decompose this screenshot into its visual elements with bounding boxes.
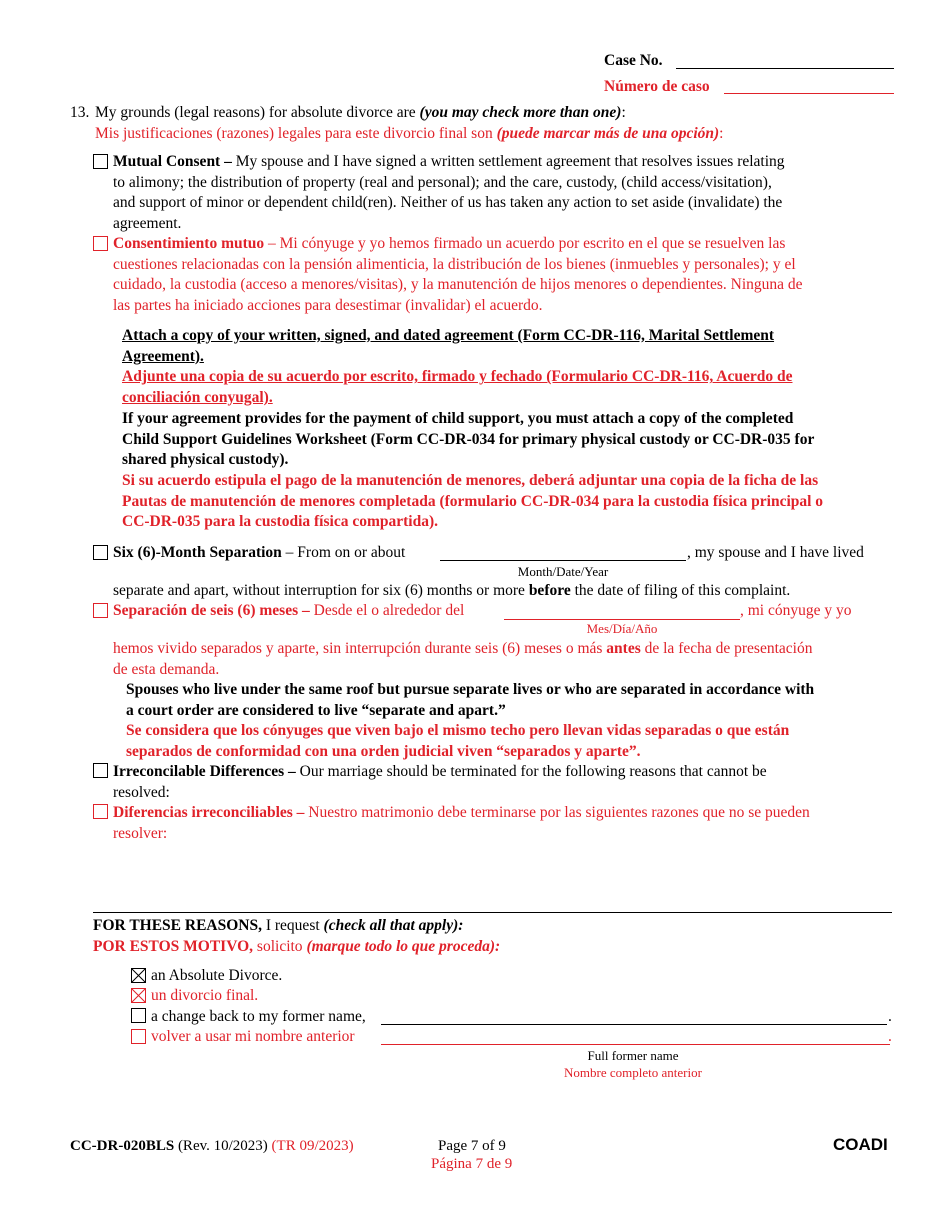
separation-cont1-es-a: hemos vivido separados y aparte, sin interrupción durante seis (6) meses o más	[113, 640, 607, 657]
mutual-consent-checkbox-es[interactable]	[93, 236, 108, 251]
mutual-consent-title: Mutual Consent –	[113, 153, 232, 170]
separation-title-line	[113, 544, 405, 562]
form-id	[70, 1138, 354, 1155]
separation-cont1-es-c: de la fecha de presentación	[640, 640, 813, 657]
separation-cont2-es: de esta demanda.	[113, 660, 220, 678]
case-no-label-es: Número de caso	[604, 78, 710, 95]
absolute-divorce-label: an Absolute Divorce.	[151, 967, 283, 984]
support-line1: If your agreement provides for the payment of child support, you must attach a copy of the completed	[122, 409, 794, 427]
mutual-consent-line2-es: cuestiones relacionadas con la pensión alimenticia, la distribución de los bienes (inmuebles y personales); y el	[113, 255, 796, 273]
mutual-consent-checkbox[interactable]	[93, 154, 108, 169]
mutual-consent-line4: agreement.	[113, 215, 182, 233]
irreconcilable-title-es: Diferencias irreconciliables –	[113, 804, 305, 821]
form-revision: (Rev. 10/2023)	[174, 1138, 268, 1154]
item-number: 13.	[70, 104, 90, 121]
separation-pre: – From on or about	[281, 544, 406, 561]
separation-date-field-es[interactable]	[504, 619, 740, 620]
separation-date-field[interactable]	[440, 560, 686, 561]
request-heading	[93, 917, 463, 935]
former-name-field-es[interactable]	[381, 1044, 890, 1045]
attach-line2: Agreement).	[122, 347, 204, 365]
request-heading-es-emph: (marque todo lo que proceda):	[306, 938, 501, 955]
mutual-consent-text-es	[113, 234, 803, 317]
grounds-intro-es-emph: (puede marcar más de una opción)	[496, 125, 720, 142]
separation-date-caption-es: Mes/Día/Año	[586, 621, 658, 636]
mutual-consent-title-es: Consentimiento mutuo	[113, 235, 265, 252]
request-heading-es	[93, 938, 500, 956]
coadi-label: COADI	[833, 1135, 888, 1154]
absolute-divorce-label-es: un divorcio final.	[151, 987, 259, 1004]
former-name-caption: Full former name	[587, 1048, 679, 1063]
separation-post-es: , mi cónyuge y yo	[740, 602, 852, 619]
separation-continuation-es	[113, 639, 812, 680]
case-no-field-es[interactable]	[724, 93, 894, 94]
irreconcilable-title: Irreconcilable Differences –	[113, 763, 296, 780]
mutual-consent-line2: to alimony; the distribution of property (real and personal); and the care, custody, (child access/visitation),	[113, 173, 772, 191]
grounds-intro-text: My grounds (legal reasons) for absolute divorce are	[95, 104, 420, 121]
separation-post: , my spouse and I have lived	[687, 544, 864, 561]
separation-checkbox[interactable]	[93, 545, 108, 560]
irreconcilable-line1-es: Nuestro matrimonio debe terminarse por las siguientes razones que no se pueden	[304, 804, 810, 821]
irreconcilable-checkbox-es[interactable]	[93, 804, 108, 819]
separation-cont-b: before	[528, 582, 571, 599]
separation-note-line1: Spouses who live under the same roof but pursue separate lives or who are separated in accordance with	[126, 681, 815, 698]
grounds-intro-es-text: Mis justificaciones (razones) legales para este divorcio final son	[95, 125, 497, 142]
case-no-field[interactable]	[676, 68, 894, 69]
request-heading-bold: FOR THESE REASONS,	[93, 917, 262, 934]
mutual-consent-text	[113, 152, 785, 235]
separation-title-es: Separación de seis (6) meses –	[113, 602, 310, 619]
request-heading-emph: (check all that apply):	[323, 917, 464, 934]
absolute-divorce-checkbox[interactable]	[131, 968, 146, 983]
irreconcilable-checkbox[interactable]	[93, 763, 108, 778]
separation-note-line1-es: Se considera que los cónyuges que viven bajo el mismo techo pero llevan vidas separadas o que están	[126, 722, 790, 740]
name-change-end: .	[888, 1008, 892, 1025]
support-line2-es: Pautas de manutención de menores completada (formulario CC-DR-034 para la custodia física principal o	[122, 492, 824, 510]
irreconcilable-line1: Our marriage should be terminated for the following reasons that cannot be	[295, 763, 767, 780]
grounds-intro-end: :	[621, 104, 626, 121]
request-heading-text: I request	[261, 917, 324, 934]
support-line1-es: Si su acuerdo estipula el pago de la manutención de menores, deberá adjuntar una copia de la ficha de las	[122, 471, 819, 489]
mutual-consent-line4-es: las partes ha iniciado acciones para desestimar (invalidar) el acuerdo.	[113, 297, 543, 315]
request-heading-es-text: solicito	[253, 938, 307, 955]
grounds-intro-es	[95, 125, 723, 143]
request-heading-es-bold: POR ESTOS MOTIVO,	[93, 938, 254, 955]
separation-note	[126, 680, 814, 763]
form-id-code: CC-DR-020BLS	[70, 1138, 175, 1154]
separation-title: Six (6)-Month Separation	[113, 544, 282, 561]
case-no-label: Case No.	[604, 52, 663, 69]
mutual-consent-line1-es: – Mi cónyuge y yo hemos firmado un acuerdo por escrito en el que se resuelven las	[264, 235, 786, 252]
support-line2: Child Support Guidelines Worksheet (Form CC-DR-034 for primary physical custody or CC-DR-035 for	[122, 430, 815, 448]
form-translation-revision: (TR 09/2023)	[267, 1138, 354, 1154]
irreconcilable-line2-es: resolver:	[113, 824, 168, 842]
mutual-consent-line3-es: cuidado, la custodia (acceso a menores/visitas), y la manutención de hijos menores o dependientes. Ninguna de	[113, 276, 803, 294]
former-name-caption-es: Nombre completo anterior	[564, 1065, 702, 1080]
separation-date-caption: Month/Date/Year	[517, 564, 609, 579]
grounds-intro-emph: (you may check more than one)	[419, 104, 622, 121]
separation-checkbox-es[interactable]	[93, 603, 108, 618]
irreconcilable-line2: resolved:	[113, 783, 170, 801]
former-name-field	[381, 1024, 887, 1025]
separation-cont-a: separate and apart, without interruption for six (6) months or more	[113, 582, 529, 599]
grounds-intro	[95, 104, 626, 122]
checkmark-x-icon	[132, 969, 145, 982]
mutual-consent-line3: and support of minor or dependent child(ren). Neither of us has taken any action to set aside (invalidate) the	[113, 194, 783, 212]
support-line3: shared physical custody).	[122, 451, 289, 469]
separation-pre-es: Desde el o alrededor del	[309, 602, 465, 619]
separation-note-line2: a court order are considered to live “separate and apart.”	[126, 701, 506, 719]
separation-note-line2-es: separados de conformidad con una orden judicial viven “separados y aparte”.	[126, 743, 641, 761]
page-number: Page 7 of 9	[438, 1138, 506, 1154]
name-change-end-es: .	[888, 1028, 892, 1045]
irreconcilable-text	[113, 762, 767, 803]
irreconcilable-text-es	[113, 803, 810, 844]
attach-line1-es: Adjunte una copia de su acuerdo por escrito, firmado y fechado (Formulario CC-DR-116, Acuerdo de	[122, 368, 793, 386]
section-divider	[93, 912, 892, 913]
separation-cont-c: the date of filing of this complaint.	[570, 582, 791, 599]
attach-line2-es: conciliación conyugal).	[122, 389, 273, 407]
page-number-es: Página 7 de 9	[431, 1156, 513, 1172]
name-change-checkbox-es[interactable]	[131, 1029, 146, 1044]
attach-instruction	[122, 326, 823, 533]
absolute-divorce-checkbox-es[interactable]	[131, 988, 146, 1003]
grounds-intro-es-end: :	[719, 125, 724, 142]
name-change-label: a change back to my former name,	[151, 1008, 366, 1025]
separation-continuation	[113, 582, 790, 600]
support-line3-es: CC-DR-035 para la custodia física compartida).	[122, 513, 439, 531]
name-change-checkbox[interactable]	[131, 1008, 146, 1023]
checkmark-x-icon	[132, 989, 145, 1002]
separation-cont1-es-b: antes	[606, 640, 641, 657]
attach-line1: Attach a copy of your written, signed, and dated agreement (Form CC-DR-116, Marital Settlement	[122, 327, 775, 344]
separation-title-line-es	[113, 602, 464, 620]
mutual-consent-line1: My spouse and I have signed a written settlement agreement that resolves issues relating	[231, 153, 785, 170]
name-change-label-es: volver a usar mi nombre anterior	[151, 1028, 355, 1045]
